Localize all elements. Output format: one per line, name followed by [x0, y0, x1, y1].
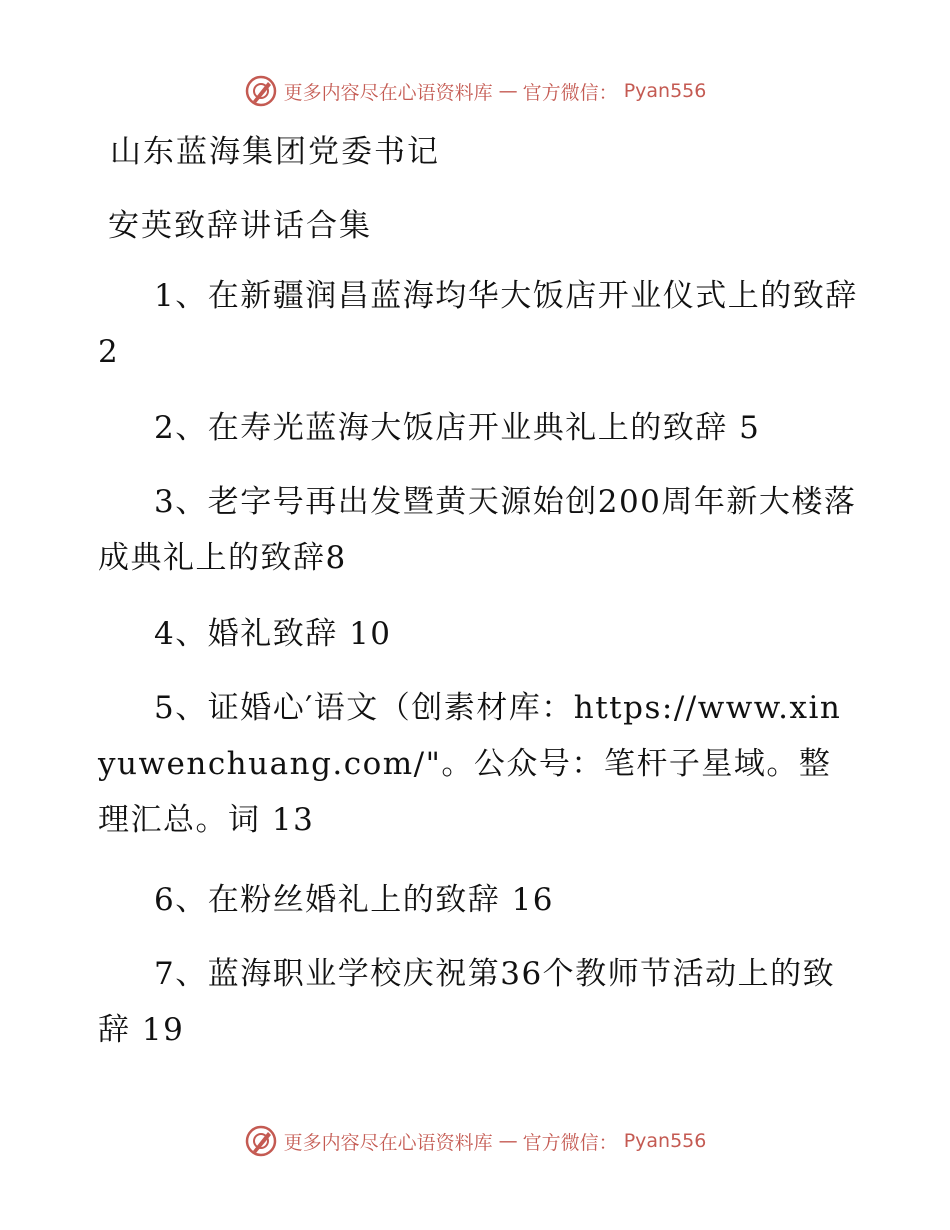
toc-item-1: 1、在新疆润昌蓝海均华大饭店开业仪式上的致辞 2	[98, 278, 858, 370]
banner-brand-text: 更多内容尽在心语资料库	[283, 81, 493, 104]
footer-watermark-banner	[0, 1124, 950, 1158]
pen-logo-icon	[244, 1124, 278, 1158]
pen-logo-icon	[244, 74, 278, 108]
banner-official-text: 官方微信：	[522, 81, 618, 104]
banner-dash: —	[498, 80, 517, 102]
toc-item-4: 4、婚礼致辞 10	[154, 616, 392, 652]
banner-dash: —	[498, 1130, 517, 1152]
banner-official-text: 官方微信：	[522, 1131, 618, 1154]
header-watermark-banner	[0, 74, 950, 108]
toc-item-6: 6、在粉丝婚礼上的致辞 16	[154, 882, 555, 918]
toc-item-5: 5、证婚心′语文（创素材库：https://www.xinyuwenchuang.com/"。公众号：笔杆子星域。整理汇总。词 13	[98, 690, 842, 838]
toc-item-2: 2、在寿光蓝海大饭店开业典礼上的致辞 5	[154, 410, 761, 446]
document-title-line-2: 安英致辞讲话合集	[108, 208, 372, 244]
toc-item-7: 7、蓝海职业学校庆祝第36个教师节活动上的致辞 19	[98, 956, 836, 1048]
document-title-line-1: 山东蓝海集团党委书记	[110, 134, 440, 170]
toc-item-3: 3、老字号再出发暨黄天源始创200周年新大楼落成典礼上的致辞8	[98, 484, 857, 576]
banner-brand-text: 更多内容尽在心语资料库	[283, 1131, 493, 1154]
banner-wechat-id: Pyan556	[623, 1130, 707, 1152]
banner-wechat-id: Pyan556	[623, 80, 707, 102]
